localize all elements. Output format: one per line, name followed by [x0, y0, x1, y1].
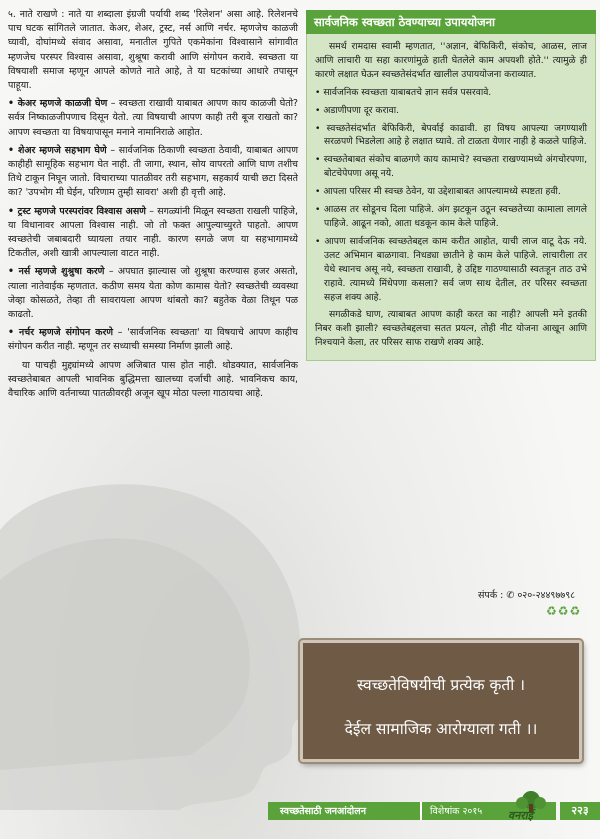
- nurture-paragraph: • नर्चर म्हणजे संगोपन करणे – 'सार्वजनिक स्वच्छता' या विषयाचे आपण काहीच संगोपन करीत नाही. म्हणून तर सध्याची समस्या निर्माण झाली आहे.: [8, 327, 298, 353]
- contact-info: संपर्क : ✆ ०२०-२४४९७७९८: [478, 590, 576, 601]
- measures-box-body: [306, 34, 596, 361]
- footer-divider: [420, 802, 422, 820]
- measure-item: • स्वच्छतेबाबत संकोच बाळगणे काय कामाचे? स्वच्छता राखण्यामध्ये अंगचोरपणा, बोटचेपेपणा असू नये.: [315, 154, 587, 180]
- measure-item: • स्वच्छतेसंदर्भात बेफिकिरी, बेपर्वाई काढावी. हा विषय आपल्या जगण्याशी सरळपणे भिडलेला आहे हे लक्षात घ्यावे. तो टाळता येणार नाही हे कळले पाहिजे.: [315, 122, 587, 148]
- footer-issue-label: विशेषांक २०१५: [430, 806, 483, 817]
- measures-intro: समर्थ रामदास स्वामी म्हणतात, ''अज्ञान, बेफिकिरी, संकोच, आळस, लाज आणि लाचारी या सहा कारणांमुळे हाती घेतलेले काम अपयशी होते.'' त्यामुळे ही कारणे लक्षात घेऊन स्वच्छतेसंदर्भात खालील उपाययोजना कराव्यात.: [315, 41, 587, 80]
- measure-item: • सार्वजनिक स्वच्छता याबाबतचे ज्ञान सर्वत्र पसरवावे.: [315, 86, 492, 98]
- nurture-heading: नर्चर म्हणजे संगोपन करणे: [19, 327, 114, 339]
- care-heading: केअर म्हणजे काळजी घेण: [17, 98, 108, 110]
- intro-paragraph: ५. नाते राखणे : नाते या शब्दाला इंग्रजी पर्यायी शब्द 'रिलेशन' असा आहे. रिलेशनचे पाच घटक सांगितले जातात. केअर, शेअर, ट्रस्ट, नर्स आणि नर्चर. म्हणजेच काळजी घ्यावी, दोघांमध्ये संवाद असावा, मनातील गुपिते एकमेकांना विश्वासाने सांगावीत म्हणजेच परस्पर विश्वास असावा, शुश्रूषा करावी आणि संगोपन करावे. स्वच्छता या विषयाशी समाज म्हणून आपले कोणते नाते आहे, ते या घटकांच्या आधारे तपासून पाहूया.: [8, 9, 298, 92]
- measure-item: • आपला परिसर मी स्वच्छ ठेवेन, या उद्देशाबाबत आपल्यामध्ये स्पष्टता हवी.: [315, 186, 561, 198]
- nurse-text: – अपघात झाल्यास जो शुश्रूषा करण्यास हजर असतो, त्याला नातेवाईक म्हणतात. कठीण समय येता कोण कामास येतो? स्वच्छतेची व्यवस्था जेव्हा कोसळते, तेव्हा ती सावरायला आपण थांबतो का? बहुतेक वेळा तिथून पळ काढतो.: [8, 266, 298, 321]
- nurture-text: – 'सार्वजनिक स्वच्छता' या विषयाचे आपण काहीच संगोपन करीत नाही. म्हणून तर सध्याची समस्या निर्माण झाली आहे.: [8, 327, 298, 353]
- measure-item: • अडाणीपणा दूर करावा.: [315, 104, 399, 116]
- slogan-line-2: देईल सामाजिक आरोग्याला गती ।।: [344, 720, 538, 738]
- footer-campaign-label: स्वच्छतेसाठी जनआंदोलन: [280, 806, 366, 817]
- page-number: २२३: [560, 802, 600, 820]
- trust-text: – सगळ्यांनी मिळून स्वच्छता राखली पाहिजे, या विधानावर आपला विश्वास नाही. जो तो फक्त आपुल्याच्युरते पाहतो. आपण स्वच्छतेची जबाबदारी घ्यायला तयार नाही. कारण सगळे जण या सहभागामध्ये टिकतील, अशी खात्री आपल्याला वाटत नाही.: [8, 205, 298, 260]
- head-silhouette-graphic: [0, 470, 330, 810]
- share-heading: शेअर म्हणजे सहभाग घेणे: [17, 144, 107, 156]
- care-paragraph: • केअर म्हणजे काळजी घेण – स्वच्छता राखावी याबाबत आपण काय काळजी घेतो? सर्वत्र निष्काळजीपणाच दिसून येतो. त्या विषयाची आपण काही तरी बूज राखतो का? आपण स्वच्छता या विषयापासून मनाने नामानिराळे आहोत.: [8, 98, 298, 138]
- measures-box-title: सार्वजनिक स्वच्छता ठेवण्याच्या उपाययोजना: [306, 10, 596, 34]
- closing-paragraph: या पाचही मुद्द्यांमध्ये आपण अजिबात पास होत नाही. थोडक्यात, सार्वजनिक स्वच्छतेबाबत आपली भावनिक बुद्धिमत्ता खालच्या दर्जाची आहे. भावनिकच काय, वैचारिक आणि वर्तनाच्या पातळीवरही अजून खूप मोठा पल्ला गाठायचा आहे.: [8, 359, 298, 400]
- share-paragraph: • शेअर म्हणजे सहभाग घेणे – सार्वजनिक ठिकाणी स्वच्छता ठेवावी, याबाबत आपण काहीही सामूहिक सहभाग घेत नाही. ती जागा, स्थान, सोय वापरतो आणि घाण तशीच तिथे टाकून निघून जातो. विचाराच्या पातळीवर तरी सहभाग, सहकार्य याची छटा दिसते का? 'उपभोग मी घेईन, परिणाम तुम्ही सावरा' अशी ही वृत्ती आहे.: [8, 144, 298, 199]
- care-text: – स्वच्छता राखावी याबाबत आपण काय काळजी घेतो? सर्वत्र निष्काळजीपणाच दिसून येतो. त्या विषयाची आपण काही तरी बूज राखतो का? आपण स्वच्छता या विषयापासून मनाने नामानिराळे आहोत.: [8, 98, 298, 138]
- slogan-board: [300, 640, 582, 762]
- nurse-paragraph: • नर्स म्हणजे शुश्रुषा करणे – अपघात झाल्यास जो शुश्रूषा करण्यास हजर असतो, त्याला नातेवाईक म्हणतात. कठीण समय येता कोण कामास येतो? स्वच्छतेची व्यवस्था जेव्हा कोसळते, तेव्हा ती सावरायला आपण थांबतो का? बहुतेक वेळा तिथून पळ काढतो.: [8, 266, 298, 321]
- nurse-heading: नर्स म्हणजे शुश्रुषा करणे: [18, 266, 105, 278]
- trust-paragraph: • ट्रस्ट म्हणजे परस्परांवर विश्वास असणे – सगळ्यांनी मिळून स्वच्छता राखली पाहिजे, या विधानावर आपला विश्वास नाही. जो तो फक्त आपुल्याच्युरते पाहतो. आपण स्वच्छतेची जबाबदारी घ्यायला तयार नाही. कारण सगळे जण या सहभागामध्ये टिकतील, अशी खात्री आपल्याला वाटत नाही.: [8, 205, 298, 260]
- recycle-icon: ♻♻♻: [546, 604, 582, 618]
- share-text: – सार्वजनिक ठिकाणी स्वच्छता ठेवावी, याबाबत आपण काहीही सामूहिक सहभाग घेत नाही. ती जागा, स्थान, सोय वापरतो आणि घाण तशीच तिथे टाकून निघून जातो. विचाराच्या पातळीवर तरी सहभाग, सहकार्य याची छटा दिसते का? 'उपभोग मी घेईन, परिणाम तुम्ही सावरा' अशी ही वृत्ती आहे.: [8, 144, 298, 199]
- slogan-line-1: स्वच्छतेविषयीची प्रत्येक कृती ।: [356, 676, 526, 694]
- measures-box: [306, 10, 596, 583]
- footer-logo-text: वनराई: [508, 809, 533, 822]
- measure-item: • आपण सार्वजनिक स्वच्छतेबद्दल काम करीत आहोत, याची लाज वाटू देऊ नये. उलट अभिमान बाळगावा. निधड्या छातीने हे काम केले पाहिजे. लाचारीला तर येथे स्थानच असू नये, स्वच्छता राखावी, हे उद्दिष्ट गाठण्यासाठी स्वतःहून ताठ उभे राहावे. त्यामध्ये मिंधेपणा कसला? सर्व जण साथ देतील, तर परिसर स्वच्छता सहज शक्य आहे.: [315, 235, 587, 303]
- page-footer: [0, 790, 600, 839]
- trust-heading: ट्रस्ट म्हणजे परस्परांवर विश्वास असणे: [17, 205, 146, 217]
- measures-closing: सगळीकडे घाण, त्याबाबत आपण काही करत का नाही? आपली मने इतकी निबर कशी झाली? स्वच्छतेबद्दलचा सतत प्रयत्न, तोही नीट योजना आखून आणि निश्चयाने केला, तर परिसर साफ राखणे शक्य आहे.: [315, 309, 587, 349]
- left-column: [8, 8, 298, 405]
- measure-item: • आळस तर सोडूनच दिला पाहिजे. अंग झटकून उठून स्वच्छतेच्या कामाला लागले पाहिजे. आढून नको, आता धडकून काम केले पाहिजे.: [315, 204, 587, 229]
